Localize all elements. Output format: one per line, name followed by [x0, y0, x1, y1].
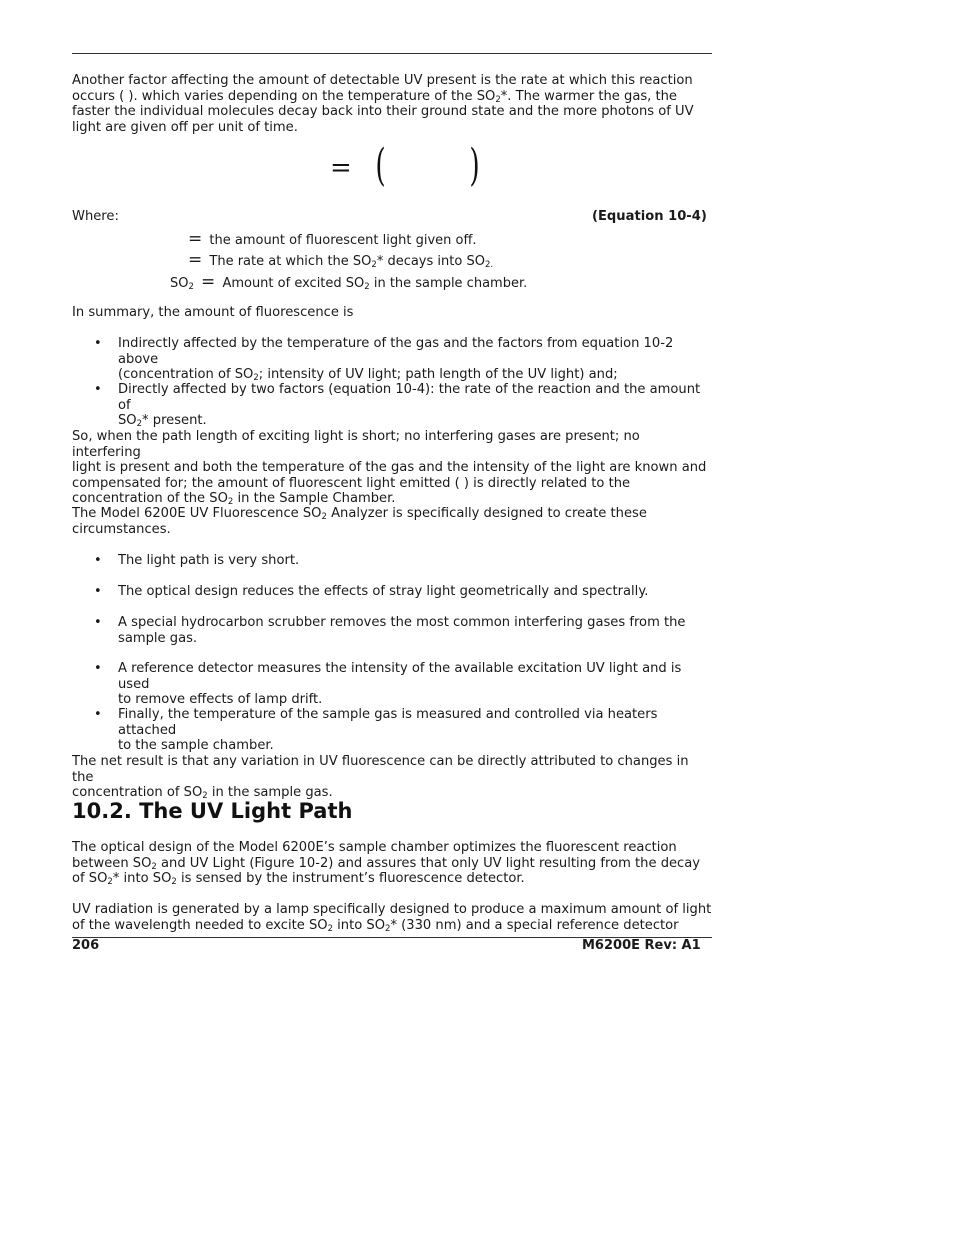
uv-radiation-paragraph: UV radiation is generated by a lamp specifically designed to produce a maximum amount of light of the wavelength needed to excite $SO_2$ into $SO_2*$ (330 nm) and a special reference detector [72, 902, 712, 934]
text-line: faster the individual molecules decay back into their ground state and the more photons of UV [72, 104, 694, 119]
intro-paragraph [72, 73, 712, 135]
conditions-paragraph: So, when the path length of exciting light is short; no interfering gases are present; no interfering light is present and both the temperature of the gas and the intensity of the light are known and compensated for; the amount of fluorescent light emitted ( ) is directly related to the concentration of the $SO_2$ in the Sample Chamber. [72, 429, 707, 507]
net-result-paragraph: The net result is that any variation in UV fluorescence can be directly attributed to changes in the concentration of $SO_2$ in the sample gas. [72, 754, 689, 801]
list-item: • Directly affected by two factors (equation 10-4): the rate of the reaction and the amount of $SO_2*$ present. [94, 382, 701, 429]
list-item: • A reference detector measures the intensity of the available excitation UV light and is used to remove effects of lamp drift. [94, 661, 682, 707]
equation-open-paren: ( [375, 140, 386, 191]
bullet-icon: • [94, 707, 102, 722]
equation-equals: = [330, 153, 352, 183]
section-heading: 10.2. The UV Light Path [72, 799, 353, 823]
page-number: 206 [72, 938, 100, 953]
design-paragraph: The Model 6200E UV Fluorescence $SO_2$ Analyzer is specifically designed to create these circumstances. [72, 506, 647, 537]
where-label: Where: [72, 209, 119, 224]
header-rule [72, 53, 712, 54]
definition-row-2: = The rate at which the $SO_2*$ decays into $SO_{2.}$ [188, 250, 494, 270]
equation-number: (Equation 10-4) [592, 209, 707, 224]
bullet-icon: • [94, 661, 102, 676]
optical-design-paragraph: The optical design of the Model 6200E’s sample chamber optimizes the fluorescent reaction between $SO_2$ and UV Light (Figure 10-2) and assures that only UV light resulting from the decay of $SO_2*$ into $SO_2$ is sensed by the instrument’s fluorescence detector. [72, 840, 701, 887]
equation-close-paren: ) [469, 140, 480, 191]
text-line: light are given off per unit of time. [72, 119, 298, 135]
bullet-icon: • [94, 615, 102, 630]
list-item: • The optical design reduces the effects of stray light geometrically and spectrally. [94, 584, 649, 599]
bullet-icon: • [94, 382, 102, 397]
bullet-icon: • [94, 336, 102, 351]
document-revision: M6200E Rev: A1 [582, 938, 701, 953]
bullet-icon: • [94, 584, 102, 599]
list-item: • A special hydrocarbon scrubber removes the most common interfering gases from the sample gas. [94, 615, 686, 646]
definition-row-1: = the amount of fluorescent light given off. [188, 229, 477, 249]
summary-intro: In summary, the amount of fluorescence is [72, 305, 354, 320]
definition-row-3: $SO_2$ = Amount of excited $SO_2$ in the sample chamber. [170, 272, 528, 292]
list-item: • The light path is very short. [94, 553, 300, 568]
list-item: • Indirectly affected by the temperature of the gas and the factors from equation 10-2 above (concentration of $SO_2$; intensity of UV light; path length of the UV light) and; [94, 336, 674, 383]
text-line: Another factor affecting the amount of detectable UV present is the rate at which this reaction [72, 73, 693, 88]
text-line: occurs ( ). which varies depending on the temperature of the $SO_2*$. The warmer the gas, the [72, 88, 677, 105]
list-item: • Finally, the temperature of the sample gas is measured and controlled via heaters attached to the sample chamber. [94, 707, 658, 753]
bullet-icon: • [94, 553, 102, 568]
